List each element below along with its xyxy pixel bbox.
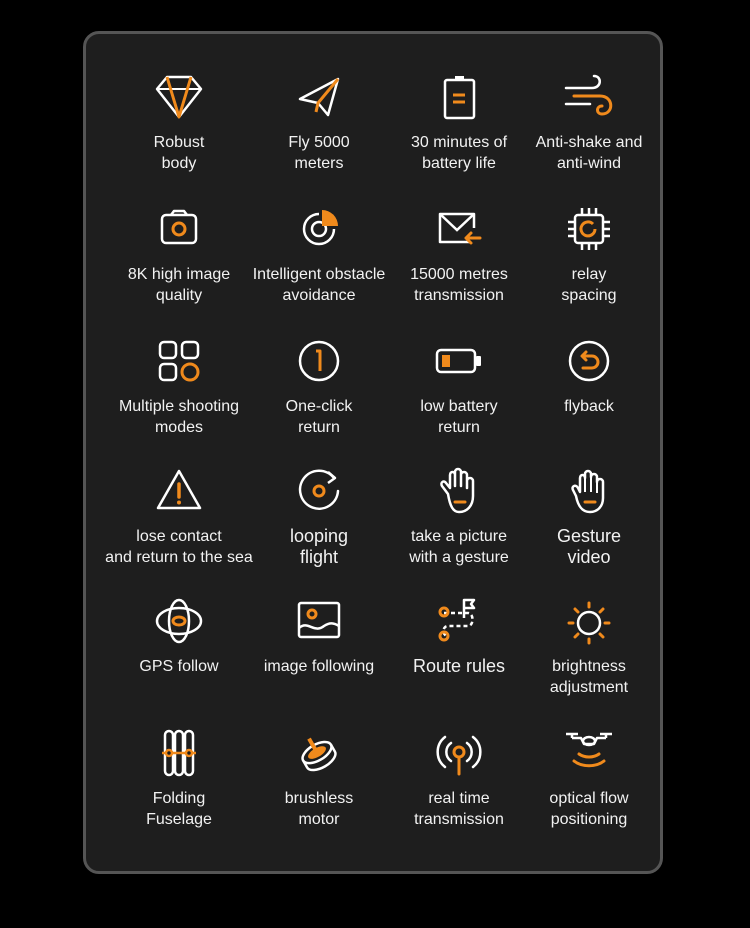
feature-label: brushless motor — [284, 790, 354, 828]
camera-icon — [154, 204, 204, 254]
feature-label: Fly 5000 meters — [288, 134, 350, 172]
feature-looping-flight — [244, 466, 394, 576]
feature-real-time-transmission — [384, 728, 534, 838]
drone-icon — [564, 728, 614, 778]
feature-label: take a picture with a gesture — [409, 528, 509, 566]
feature-label: brightness adjustment — [549, 658, 629, 696]
feature-brushless-motor — [244, 728, 394, 838]
feature-15000-transmission — [384, 204, 534, 314]
return-circle-icon — [564, 336, 614, 386]
feature-optical-flow — [514, 728, 664, 838]
broadcast-icon — [434, 728, 484, 778]
route-icon — [434, 596, 484, 646]
loop-icon — [294, 466, 344, 516]
feature-label: Multiple shooting modes — [118, 398, 240, 436]
feature-gps-follow — [104, 596, 254, 706]
feature-label: real time transmission — [414, 790, 504, 828]
wind-icon — [564, 72, 614, 122]
feature-label: 15000 metres transmission — [410, 266, 508, 304]
mail-arrow-icon — [434, 204, 484, 254]
gps-orbit-icon — [154, 596, 204, 646]
feature-label: Anti-shake and anti-wind — [535, 134, 643, 172]
hand-gesture-icon — [434, 466, 484, 516]
feature-label: looping flight — [289, 526, 349, 567]
paper-plane-icon — [294, 72, 344, 122]
feature-label: GPS follow — [139, 658, 219, 675]
motor-icon — [294, 728, 344, 778]
feature-folding-fuselage — [104, 728, 254, 838]
feature-label: low battery return — [420, 398, 498, 436]
hand-palm-icon — [564, 466, 614, 516]
feature-anti-wind — [514, 72, 664, 182]
sun-icon — [564, 596, 614, 646]
feature-label: Intelligent obstacle avoidance — [252, 266, 386, 304]
feature-image-following — [244, 596, 394, 706]
feature-label: relay spacing — [561, 266, 617, 304]
feature-flyback — [514, 336, 664, 446]
feature-one-click-return — [244, 336, 394, 446]
feature-label: lose contact and return to the sea — [105, 528, 253, 566]
folding-arms-icon — [154, 728, 204, 778]
feature-obstacle-avoidance — [244, 204, 394, 314]
feature-route-rules — [384, 596, 534, 706]
feature-label: flyback — [564, 398, 614, 415]
feature-label: optical flow positioning — [549, 790, 629, 828]
feature-gesture-video — [514, 466, 664, 576]
feature-relay-spacing — [514, 204, 664, 314]
battery-low-icon — [434, 336, 484, 386]
feature-label: 8K high image quality — [127, 266, 231, 304]
image-icon — [294, 596, 344, 646]
grid-modes-icon — [154, 336, 204, 386]
feature-label: 30 minutes of battery life — [410, 134, 508, 172]
battery-vertical-icon — [434, 72, 484, 122]
feature-fly-5000 — [244, 72, 394, 182]
one-circle-icon — [294, 336, 344, 386]
feature-lose-contact — [104, 466, 254, 576]
features-panel — [83, 31, 663, 874]
chip-icon — [564, 204, 614, 254]
feature-label: One-click return — [285, 398, 353, 436]
feature-label: image following — [263, 658, 375, 675]
feature-brightness — [514, 596, 664, 706]
feature-label: Route rules — [412, 656, 506, 676]
feature-shooting-modes — [104, 336, 254, 446]
feature-label: Gesture video — [556, 526, 622, 567]
warning-icon — [154, 466, 204, 516]
feature-low-battery-return — [384, 336, 534, 446]
radar-icon — [294, 204, 344, 254]
feature-gesture-photo — [384, 466, 534, 576]
feature-label: Folding Fuselage — [146, 790, 212, 828]
feature-robust-body — [104, 72, 254, 182]
feature-label: Robust body — [153, 134, 205, 172]
diamond-icon — [154, 72, 204, 122]
feature-battery-life — [384, 72, 534, 182]
feature-8k-image — [104, 204, 254, 314]
